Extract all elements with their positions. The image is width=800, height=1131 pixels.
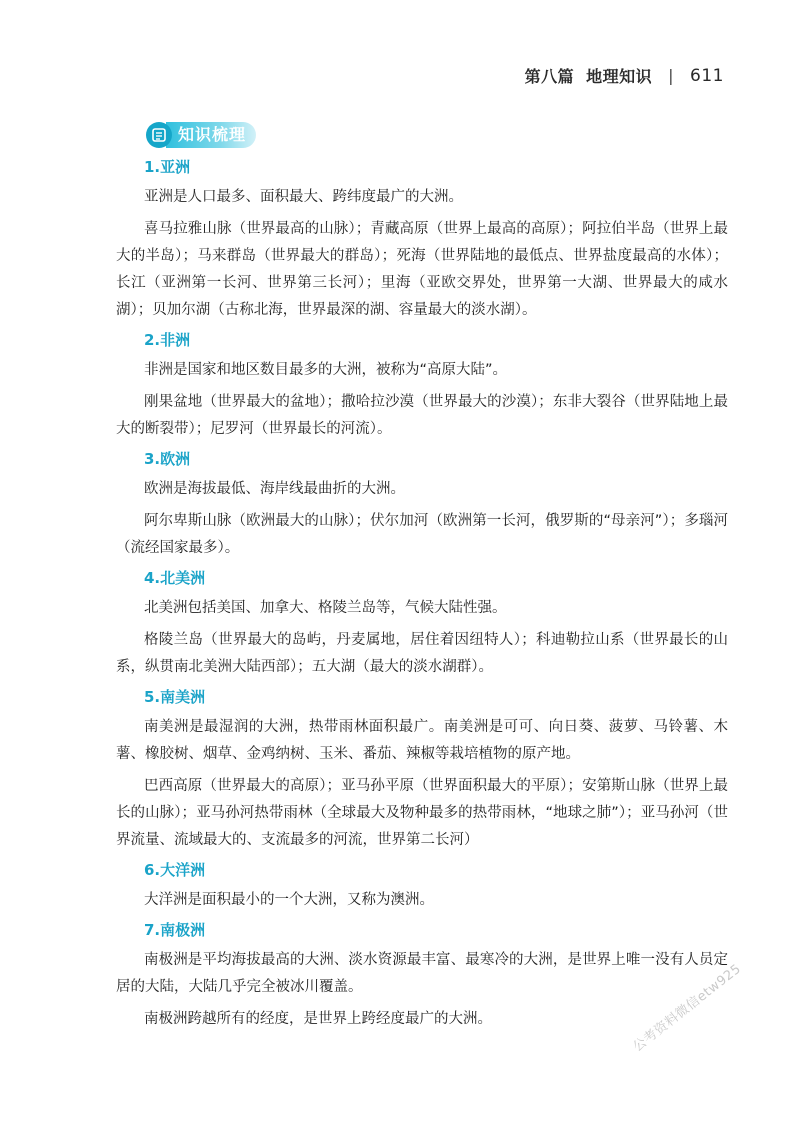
- paragraph: 刚果盆地（世界最大的盆地）；撒哈拉沙漠（世界最大的沙漠）；东非大裂谷（世界陆地上最大的断裂带）；尼罗河（世界最长的河流）。: [116, 394, 728, 437]
- paragraph: 南美洲是最湿润的大洲，热带雨林面积最广。南美洲是可可、向日葵、菠萝、马铃薯、木薯、橡胶树、烟草、金鸡纳树、玉米、番茄、辣椒等栽培植物的原产地。: [116, 719, 728, 762]
- section-heading: 7.南极洲: [144, 921, 206, 939]
- paragraph: 南极洲跨越所有的经度，是世界上跨经度最广的大洲。: [144, 1011, 492, 1027]
- watermark-text: 公考资料微信etw925: [630, 961, 745, 1055]
- paragraph: 北美洲包括美国、加拿大、格陵兰岛等，气候大陆性强。: [144, 600, 507, 616]
- section-south-america: [116, 686, 728, 854]
- page-header: [525, 64, 724, 87]
- paragraph: 阿尔卑斯山脉（欧洲最大的山脉）；伏尔加河（欧洲第一长河，俄罗斯的“母亲河”）；多瑙河（流经国家最多）。: [116, 513, 728, 556]
- section-antarctica: [116, 919, 728, 1033]
- content-body: [116, 156, 728, 1038]
- paragraph: 格陵兰岛（世界最大的岛屿，丹麦属地，居住着因纽特人）；科迪勒拉山系（世界最长的山系，纵贯南北美洲大陆西部）；五大湖（最大的淡水湖群）。: [116, 632, 728, 675]
- section-heading: 1.亚洲: [144, 158, 191, 176]
- section-heading: 6.大洋洲: [144, 861, 206, 879]
- banner-label: 知识梳理: [166, 122, 256, 148]
- paragraph: 亚洲是人口最多、面积最大、跨纬度最广的大洲。: [144, 189, 463, 205]
- section-heading: 3.欧洲: [144, 450, 191, 468]
- paragraph: 非洲是国家和地区数目最多的大洲，被称为“高原大陆”。: [144, 362, 508, 378]
- section-oceania: [116, 859, 728, 914]
- section-north-america: [116, 567, 728, 681]
- chapter-label: 第八篇: [524, 67, 575, 86]
- paragraph: 喜马拉雅山脉（世界最高的山脉）；青藏高原（世界上最高的高原）；阿拉伯半岛（世界上最大的半岛）；马来群岛（世界最大的群岛）；死海（世界陆地的最低点、世界盐度最高的水体）；长江（亚洲第一长河、世界第三长河）；里海（亚欧交界处，世界第一大湖、世界最大的咸水湖）；贝加尔湖（古称北海，世界最深的湖、容量最大的淡水湖）。: [116, 221, 728, 318]
- section-heading: 5.南美洲: [144, 688, 206, 706]
- section-africa: [116, 329, 728, 443]
- book-icon: [146, 122, 172, 148]
- section-heading: 2.非洲: [144, 331, 191, 349]
- section-heading: 4.北美洲: [144, 569, 206, 587]
- paragraph: 南极洲是平均海拔最高的大洲、淡水资源最丰富、最寒冷的大洲，是世界上唯一没有人员定居的大陆，大陆几乎完全被冰川覆盖。: [116, 952, 728, 995]
- section-europe: [116, 448, 728, 562]
- paragraph: 大洋洲是面积最小的一个大洲，又称为澳洲。: [144, 892, 434, 908]
- section-banner: [146, 120, 262, 150]
- chapter-title: 地理知识: [586, 67, 653, 86]
- paragraph: 欧洲是海拔最低、海岸线最曲折的大洲。: [144, 481, 405, 497]
- page-number: 611: [690, 65, 724, 86]
- header-separator: |: [668, 66, 675, 85]
- paragraph: 巴西高原（世界最大的高原）；亚马孙平原（世界面积最大的平原）；安第斯山脉（世界上最长的山脉）；亚马孙河热带雨林（全球最大及物种最多的热带雨林，“地球之肺”）；亚马孙河（世界流量、流域最大的、支流最多的河流，世界第二长河）: [116, 778, 728, 848]
- section-asia: [116, 156, 728, 324]
